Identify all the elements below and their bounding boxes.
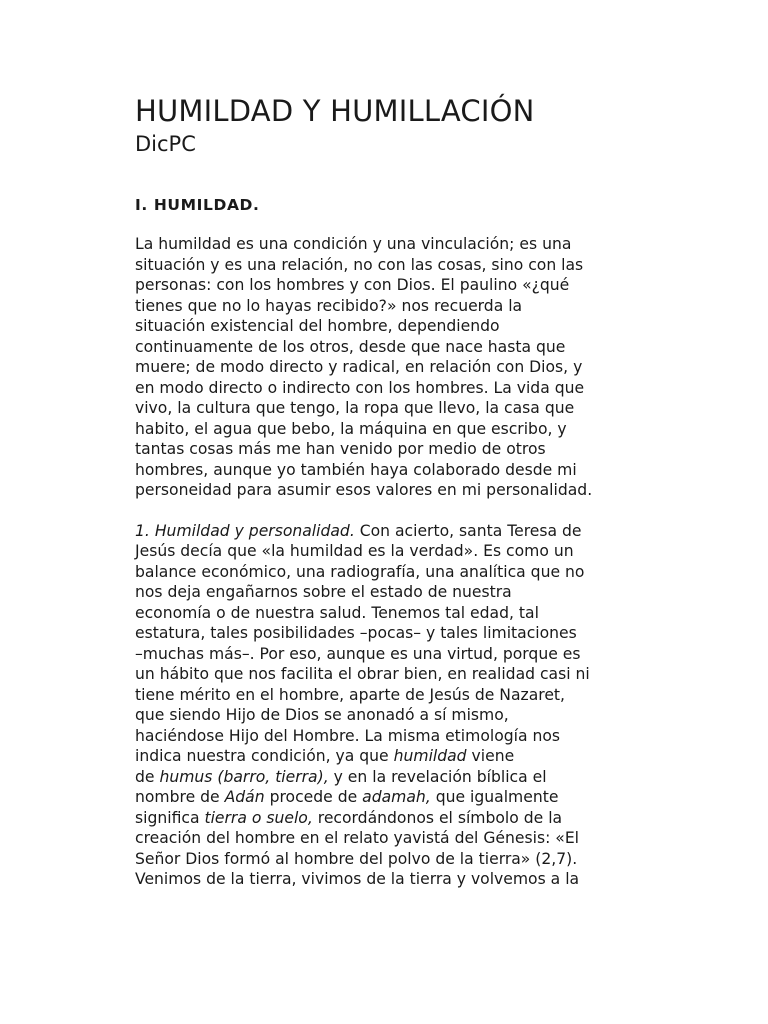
text-line: [135, 746, 639, 767]
paragraph-humildad-personalidad: [135, 521, 639, 890]
text-span: de: [135, 767, 160, 786]
text-line: hombres, aunque yo también haya colaborado desde mi: [135, 460, 577, 479]
text-line: nos deja engañarnos sobre el estado de nuestra: [135, 583, 512, 601]
text-line: Venimos de la tierra, vivimos de la tierra y volvemos a la: [135, 870, 580, 888]
text-line: haciéndose Hijo del Hombre. La misma etimología nos: [135, 726, 561, 745]
text-line: La humildad es una condición y una vinculación; es una: [135, 235, 572, 253]
text-span: recordándonos el símbolo de la: [312, 808, 563, 827]
document-title: HUMILDAD Y HUMILLACIÓN: [135, 94, 535, 128]
text-line: Señor Dios formó al hombre del polvo de la tierra» (2,7).: [135, 849, 578, 868]
text-span: que igualmente: [430, 788, 559, 806]
section-heading: I. HUMILDAD.: [135, 196, 260, 214]
text-line: balance económico, una radiografía, una analítica que no: [135, 562, 585, 581]
text-span: nombre de: [135, 788, 225, 806]
text-line: en modo directo o indirecto con los hombres. La vida que: [135, 378, 585, 397]
emphasis-text: humus (barro, tierra),: [159, 767, 329, 786]
text-line: un hábito que nos facilita el obrar bien, en realidad casi ni: [135, 665, 590, 683]
emphasis-text: Adán: [224, 788, 265, 806]
text-line: [135, 521, 639, 542]
text-line: tiene mérito en el hombre, aparte de Jesús de Nazaret,: [135, 685, 565, 704]
emphasis-text: adamah,: [362, 788, 431, 806]
text-line: situación y es una relación, no con las cosas, sino con las: [135, 255, 584, 274]
text-line: creación del hombre en el relato yavistá del Génesis: «El: [135, 829, 580, 847]
text-span: indica nuestra condición, ya que: [135, 747, 394, 765]
paragraph-humildad-intro: [135, 234, 639, 501]
text-line: continuamente de los otros, desde que nace hasta que: [135, 337, 566, 356]
text-span: viene: [466, 747, 515, 765]
text-line: [135, 808, 639, 829]
text-line: situación existencial del hombre, dependiendo: [135, 317, 500, 335]
text-span: Con acierto, santa Teresa de: [354, 521, 582, 540]
text-line: personas: con los hombres y con Dios. El paulino «¿qué: [135, 276, 570, 294]
text-span: significa: [135, 808, 205, 827]
text-line: tantas cosas más me han venido por medio de otros: [135, 440, 546, 458]
text-line: [135, 787, 639, 808]
text-line: economía o de nuestra salud. Tenemos tal edad, tal: [135, 603, 539, 622]
text-span: procede de: [264, 788, 363, 806]
text-line: estatura, tales posibilidades –pocas– y tales limitaciones: [135, 624, 577, 642]
text-line: habito, el agua que bebo, la máquina en que escribo, y: [135, 419, 567, 438]
document-page: [135, 92, 639, 890]
subsection-title: 1. Humildad y personalidad.: [135, 521, 355, 540]
text-line: –muchas más–. Por eso, aunque es una virtud, porque es: [135, 644, 581, 663]
text-line: [135, 767, 639, 788]
text-line: muere; de modo directo y radical, en relación con Dios, y: [135, 358, 583, 376]
emphasis-text: humildad: [393, 747, 467, 765]
document-subtitle: DicPC: [135, 132, 196, 156]
text-line: vivo, la cultura que tengo, la ropa que llevo, la casa que: [135, 399, 575, 417]
emphasis-text: tierra o suelo,: [204, 808, 313, 827]
text-span: y en la revelación bíblica el: [328, 767, 547, 786]
text-line: tienes que no lo hayas recibido?» nos recuerda la: [135, 296, 523, 315]
text-line: Jesús decía que «la humildad es la verdad». Es como un: [135, 542, 574, 560]
text-line: personeidad para asumir esos valores en mi personalidad.: [135, 481, 593, 499]
text-line: que siendo Hijo de Dios se anonadó a sí mismo,: [135, 706, 509, 724]
